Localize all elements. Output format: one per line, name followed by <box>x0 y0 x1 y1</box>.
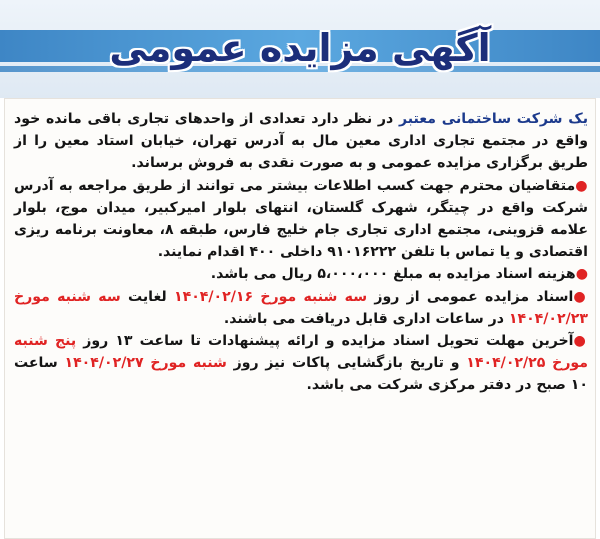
notice-body <box>14 108 588 397</box>
item-text: و تاریخ بازگشایی پاکات نیز روز <box>226 355 467 372</box>
bullet-icon: ● <box>573 288 588 305</box>
list-item <box>14 263 588 285</box>
list-item <box>14 175 588 264</box>
item-text: لغایت <box>120 288 174 305</box>
date-end: سه شنبه مورخ ۱۴۰۴/۰۲/۲۳ <box>14 288 588 327</box>
bullet-icon: ● <box>575 177 588 194</box>
item-text: ساعت ۱۰ صبح در دفتر مرکزی شرکت می باشد. <box>14 355 588 394</box>
item-text: در ساعات اداری قابل دریافت می باشند. <box>223 310 509 327</box>
bullet-icon: ● <box>575 266 588 283</box>
company-name: یک شرکت ساختمانی معتبر <box>399 111 589 127</box>
item-text: هزینه اسناد مزایده به مبلغ ۵،۰۰۰،۰۰۰ ریال می باشد. <box>210 266 576 283</box>
item-text: آخرین مهلت تحویل اسناد مزایده و ارائه پیشنهادات تا ساعت ۱۳ روز <box>76 333 574 350</box>
header-banner <box>0 0 600 98</box>
intro-paragraph <box>14 108 588 175</box>
intro-text: در نظر دارد تعدادی از واحدهای تجاری باقی مانده خود واقع در مجتمع تجاری اداری معین مال به آدرس تهران، خیابان استاد معین را از طریق برگزاری مزایده عمومی و به صورت نقدی به فروش برساند. <box>14 111 588 172</box>
date-start: سه شنبه مورخ ۱۴۰۴/۰۲/۱۶ <box>174 288 368 305</box>
item-text: اسناد مزایده عمومی از روز <box>367 288 574 305</box>
list-item <box>14 330 588 397</box>
bullet-icon: ● <box>573 333 588 350</box>
item-text: متقاضیان محترم جهت کسب اطلاعات بیشتر می توانند از طریق مراجعه به آدرس شرکت واقع در چیتگر، شهرک گلستان، انتهای بلوار امیرکبیر، میدان موج، بلوار علامه قزوینی، مجتمع اداری تجاری جام خلیج فارس، طبقه ۸، معاونت برنامه ریزی اقتصادی و یا تماس با تلفن ۹۱۰۱۶۲۲۲ داخلی ۴۰۰ اقدام نمایند. <box>14 177 588 261</box>
page-title: آگهی مزایده عمومی <box>109 26 491 70</box>
list-item <box>14 286 588 330</box>
opening-date: شنبه مورخ ۱۴۰۴/۰۲/۲۷ <box>64 355 227 372</box>
deadline-date: پنج شنبه مورخ ۱۴۰۴/۰۲/۲۵ <box>14 333 588 372</box>
